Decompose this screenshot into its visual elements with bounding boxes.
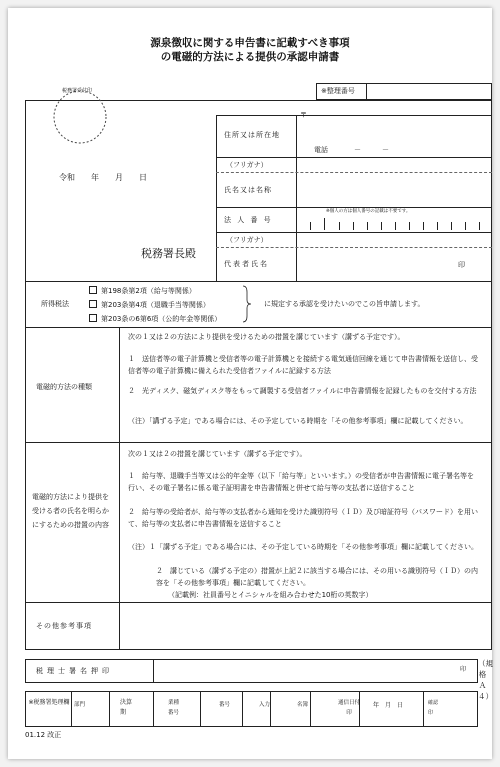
revision-footer: 01.12 改正 — [25, 731, 62, 739]
office-divider — [242, 691, 243, 727]
brace-bracket — [241, 284, 253, 324]
office-divider — [310, 691, 311, 727]
postal-mark: 〒 — [300, 111, 307, 119]
office-divider — [423, 691, 424, 727]
identify-intro: 次の１又は２の措置を講じています（講ずる予定です）。 — [128, 450, 307, 458]
office-cell-register: 名簿 — [297, 702, 309, 708]
office-cell-department: 部門 — [74, 702, 86, 708]
form-title-line2: の電磁的方法による提供の承認申請書 — [160, 51, 340, 63]
method-item2: ２ 光ディスク、磁気ディスク等をもって調製する受信者ファイルに申告書情報を記録したものを交付する方法 — [128, 387, 477, 395]
office-cell-date: 年 月 日 — [373, 702, 404, 709]
identify-note2: ２ 講じている（講ずる予定の）措置が上記２に該当する場合には、その用いる識別符号（ＩＤ）の内容を「その他参考事項」欄に記載してください。 — [156, 567, 478, 587]
paper-size-note: （規格Ａ４） — [478, 659, 493, 701]
digit-tick — [324, 218, 325, 230]
name-label: 氏名又は名称 — [224, 186, 272, 194]
office-divider — [270, 691, 271, 727]
form-page — [8, 8, 492, 759]
digit-tick — [339, 222, 340, 230]
office-cell-input: 入力 — [259, 702, 271, 708]
checkbox[interactable] — [89, 286, 97, 294]
form-title-line1: 源泉徴収に関する申告書に記載すべき事項 — [150, 37, 350, 49]
digit-tick — [437, 222, 438, 230]
application-statement: に規定する承認を受けたいのでこの旨申請します。 — [264, 300, 425, 308]
tax-accountant-label: 税理士署名押印 — [36, 667, 113, 675]
office-divider — [153, 691, 154, 727]
method-intro: 次の１又は２の方法により提供を受けるための措置を講じています（講ずる予定です）。 — [128, 333, 405, 341]
checkbox[interactable] — [89, 300, 97, 308]
option-203-4[interactable] — [89, 300, 210, 309]
phone-separator: － － — [354, 146, 389, 154]
option-198-2[interactable] — [89, 286, 196, 295]
applicant-row-line3 — [216, 232, 492, 233]
reference-number-label: ※整理番号 — [321, 87, 355, 95]
method-item1: １ 送信者等の電子計算機と受信者等の電子計算機とを接続する電気通信回線を通じて申告書情報を送信し、受信者等の電子計算機に備えられた受信者ファイルに記録する方法 — [128, 355, 478, 375]
furigana-dash-line2 — [216, 247, 492, 248]
digit-tick — [423, 222, 424, 230]
date-line: 令和 年 月 日 — [59, 173, 147, 182]
representative-name-label: 代表者氏名 — [224, 260, 269, 268]
office-cell-postmark: 通信日付印 — [338, 700, 361, 716]
reference-divider — [366, 83, 367, 100]
income-tax-bottom-line — [25, 327, 492, 328]
addressee: 税務署長殿 — [141, 247, 196, 260]
digit-tick — [409, 222, 410, 230]
office-divider — [71, 691, 72, 727]
other-label: その他参考事項 — [36, 622, 92, 630]
digit-tick — [367, 222, 368, 230]
office-label: ※税務署処理欄 — [28, 699, 70, 706]
digit-tick — [479, 222, 480, 230]
office-cell-number: 番号 — [219, 702, 231, 708]
representative-seal-mark: 印 — [458, 261, 465, 269]
identify-label: 電磁的方法により提供を受ける者の氏名を明らかにするための措置の内容 — [32, 493, 109, 529]
phone-label: 電話 — [314, 146, 328, 154]
digit-tick — [310, 222, 311, 230]
reception-stamp-label: 税務署受付印 — [62, 88, 93, 94]
method-note: （注）「講ずる予定」である場合には、その予定している時期を「その他参考事項」欄に記載してください。 — [128, 417, 468, 425]
identify-item2: ２ 給与等の受給者が、給与等の支払者から通知を受けた識別符号（ＩＤ）及び暗証符号（パスワード）を用いて、給与等の支払者に申告書情報を送信すること — [128, 508, 478, 528]
office-divider — [109, 691, 110, 727]
income-tax-label: 所得税法 — [41, 300, 69, 308]
furigana-label-1: （フリガナ） — [226, 161, 268, 169]
other-field[interactable] — [120, 603, 491, 649]
corp-number-label: 法 人 番 号 — [224, 216, 273, 224]
method-bottom-line — [25, 442, 492, 443]
option-label: 第198条第2項（給与等関係） — [101, 287, 196, 295]
applicant-row-line1 — [216, 157, 492, 158]
applicant-top-line — [216, 115, 492, 116]
office-cell-fiscal-period: 決算期 — [120, 699, 133, 716]
tax-accountant-divider — [153, 659, 154, 683]
digit-tick — [451, 222, 452, 230]
option-label: 第203条の6第6項（公的年金等関係） — [101, 315, 222, 323]
identify-item1: １ 給与等、退職手当等又は公的年金等（以下「給与等」といいます。）の受信者が申告書情報に電子署名等を行い、その電子署名に係る電子証明書を申告書情報と併せて給与等の支払者に送信すること — [128, 472, 474, 492]
tax-accountant-seal: 印 — [460, 666, 467, 673]
office-processing-row — [25, 691, 478, 727]
applicant-left-border — [216, 115, 217, 281]
office-cell-confirm-seal: 確認印 — [428, 700, 439, 716]
option-label: 第203条第4項（退職手当等関係） — [101, 301, 210, 309]
name-field[interactable] — [297, 173, 492, 206]
checkbox[interactable] — [89, 314, 97, 322]
address-label: 住所又は所在地 — [224, 131, 280, 139]
option-203-6-6[interactable] — [89, 314, 221, 323]
furigana-label-2: （フリガナ） — [226, 236, 268, 244]
applicant-bottom-line — [25, 281, 492, 282]
identify-note1: （注）１「講ずる予定」である場合には、その予定している時期を「その他参考事項」欄に記載してください。 — [128, 543, 478, 551]
digit-tick — [465, 222, 466, 230]
corp-number-note: ※個人の方は個人番号の記載は不要です。 — [326, 209, 411, 214]
office-divider — [200, 691, 201, 727]
identify-note3: （記載例：社員番号とイニシャルを組み合わせた10桁の英数字） — [168, 591, 373, 599]
digit-tick — [353, 222, 354, 230]
method-label: 電磁的方法の種類 — [36, 383, 92, 391]
digit-tick — [395, 222, 396, 230]
office-cell-industry-number: 業種番号 — [168, 700, 180, 716]
digit-tick — [381, 222, 382, 230]
